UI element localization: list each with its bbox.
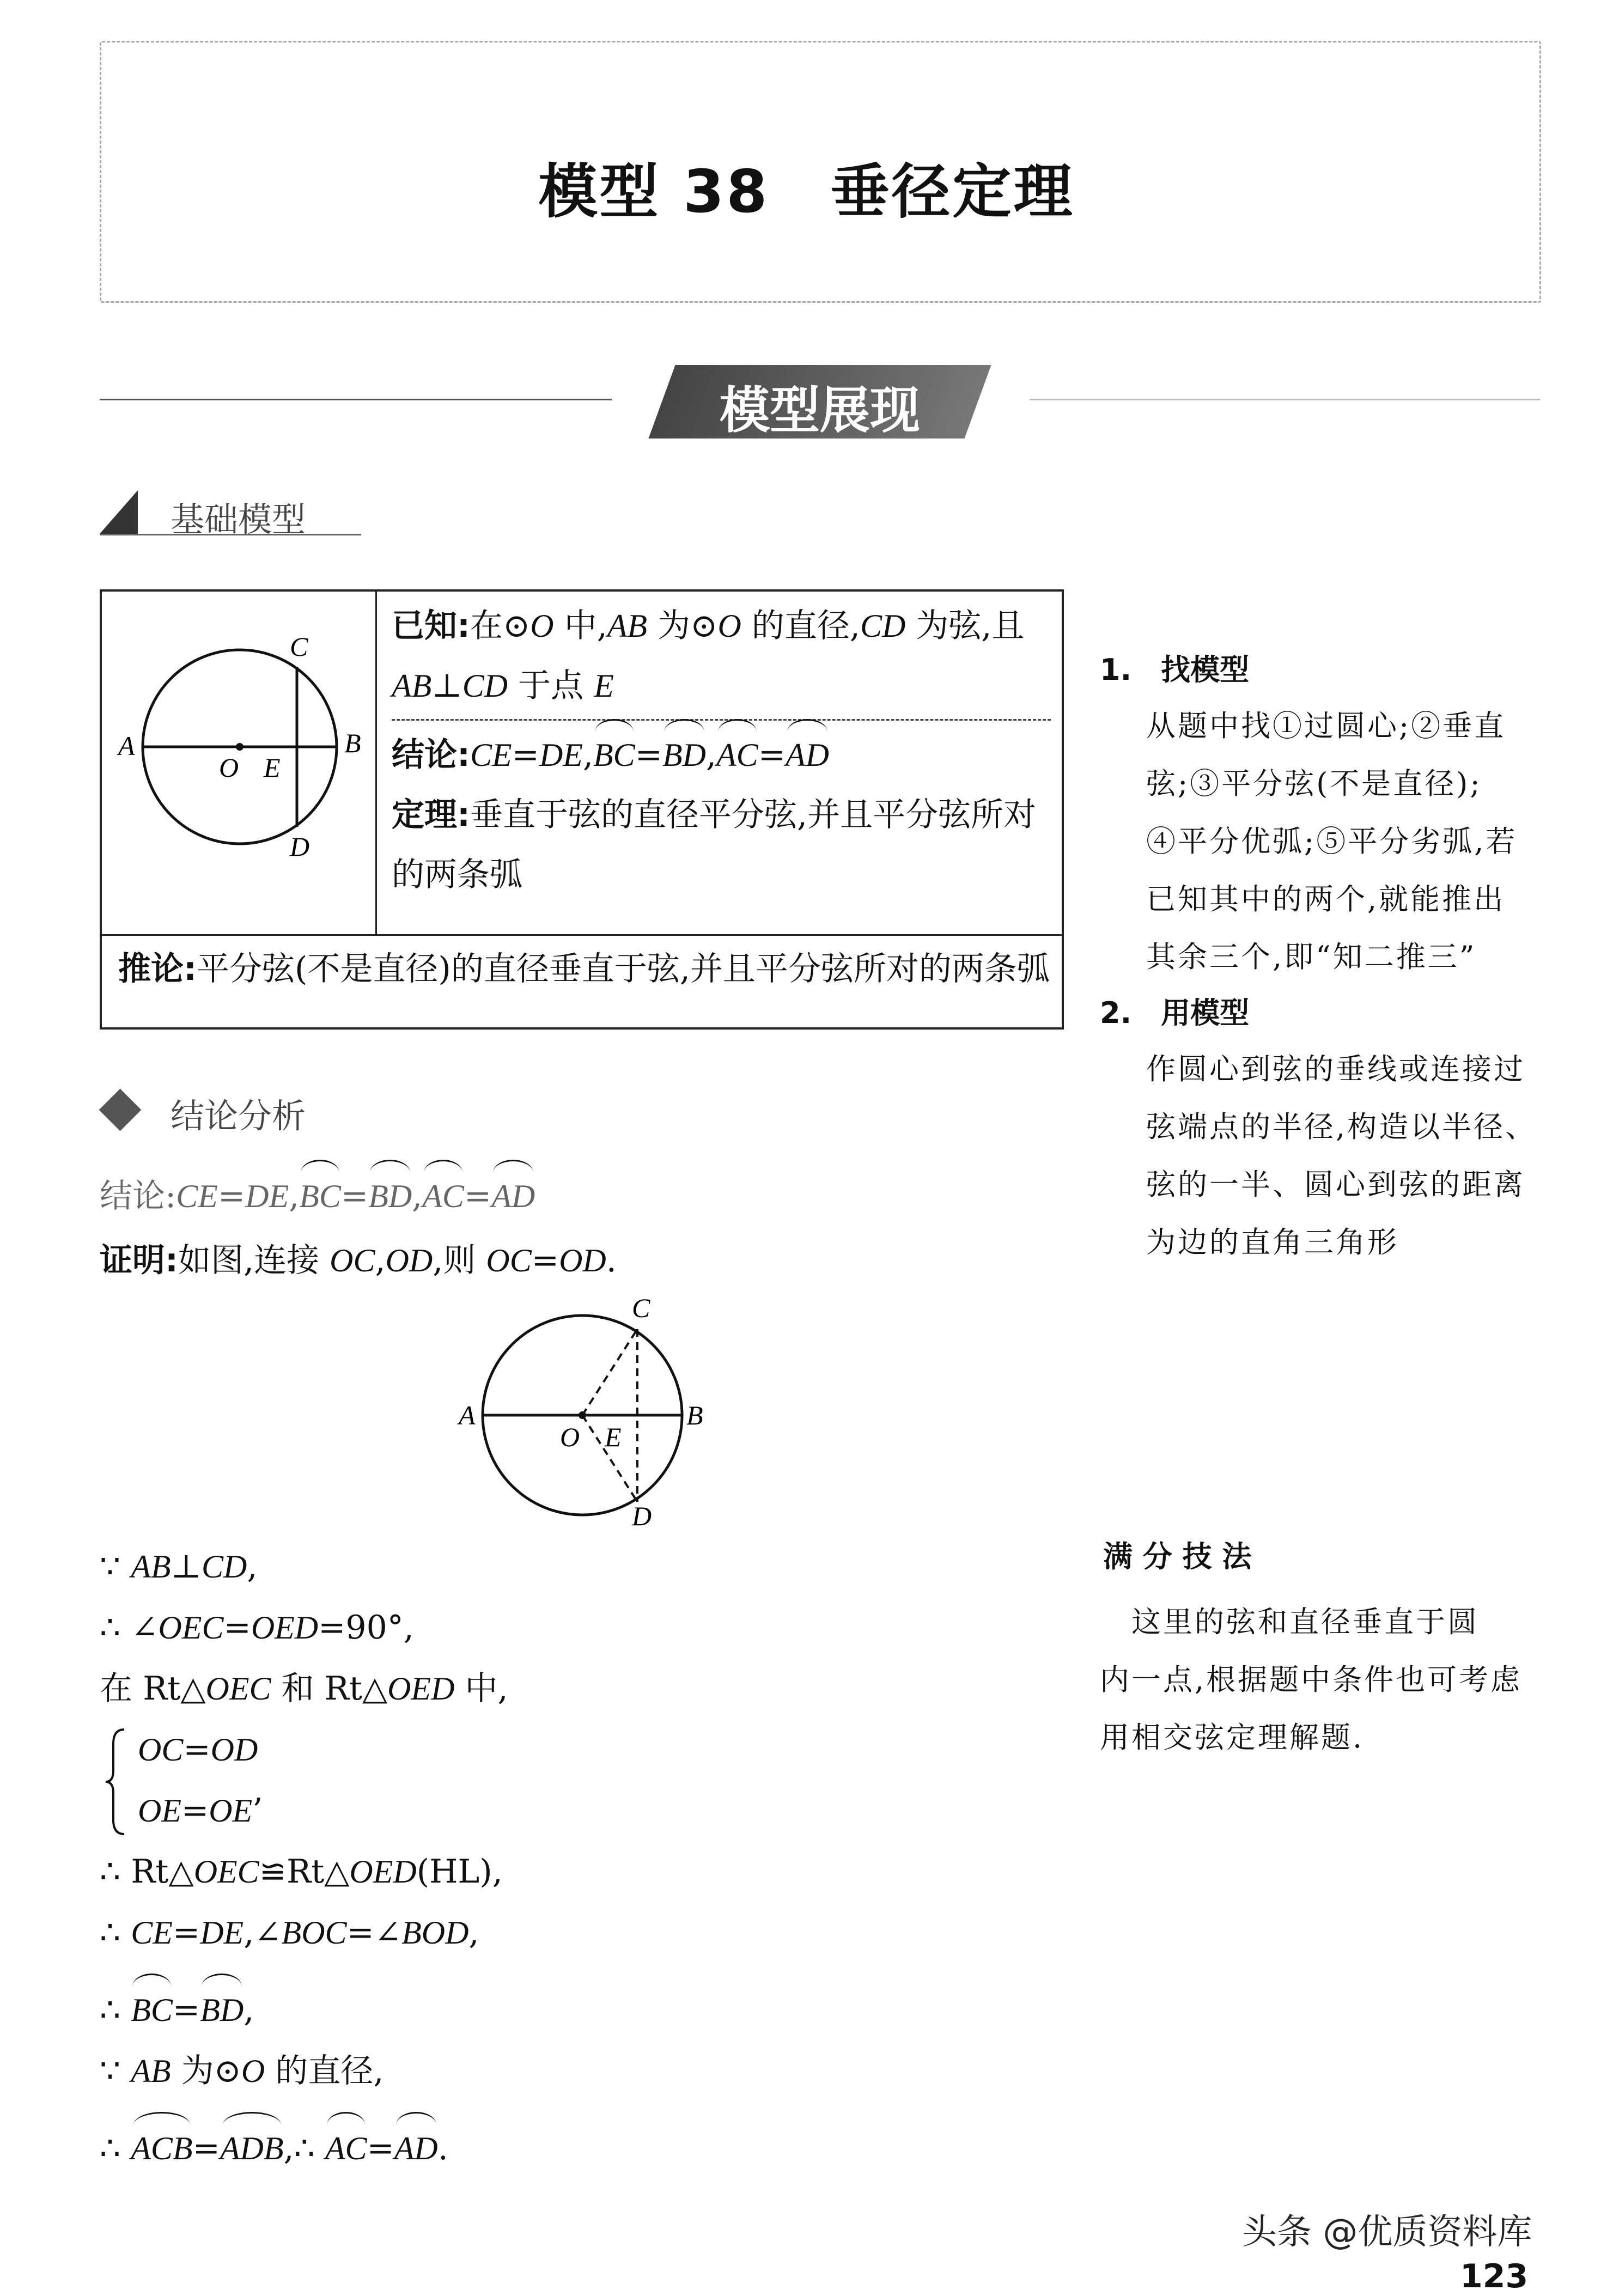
text-segment: ∴ [100, 1991, 131, 2029]
known-label: 已知: [392, 607, 470, 645]
text-segment: = [512, 736, 539, 774]
math-arc: AC [716, 725, 758, 785]
conclusion-label: 结论: [392, 736, 470, 774]
math-variable: CD [860, 608, 906, 644]
math-arc: BC [299, 1166, 341, 1227]
text-segment: = [464, 1177, 492, 1215]
item-title: 用模型 [1161, 996, 1250, 1030]
text-segment: = [172, 1914, 200, 1952]
text-line: 弦端点的半径,构造以半径、 [1146, 1110, 1537, 1144]
math-arc: ADB [220, 2118, 284, 2179]
text-segment: ’ [252, 1792, 263, 1830]
math-variable: AB [131, 2053, 171, 2089]
corollary-text [102, 936, 1062, 1027]
math-variable: OED [349, 1854, 417, 1890]
label-C: C [290, 631, 308, 662]
text-segment: 结论: [100, 1177, 176, 1215]
text-line: ④平分优弧;⑤平分劣弧,若 [1146, 824, 1518, 858]
math-arc: ACB [131, 2118, 192, 2179]
text-segment: , [244, 1991, 254, 2029]
math-arc: AC [325, 2118, 367, 2179]
text-segment: 的直径, [741, 607, 860, 645]
text-segment: = [531, 1241, 559, 1280]
text-line: 弦的一半、圆心到弦的距离 [1146, 1167, 1525, 1202]
math-arc: BD [368, 1166, 412, 1227]
math-arc: BD [200, 1980, 244, 2041]
text-segment: , [705, 736, 717, 774]
text-segment: 为弦,且 [905, 607, 1025, 645]
analysis-tag-label: 结论分析 [171, 1096, 306, 1136]
sidebar-tips [1100, 643, 1590, 1271]
proof-body [100, 1536, 1053, 2179]
analysis-tag [100, 1087, 361, 1136]
tips-text [1100, 1593, 1590, 1767]
item-title: 找模型 [1161, 653, 1250, 687]
table-text-cell [377, 592, 1062, 936]
label-B: B [344, 728, 361, 758]
proof-line [100, 2118, 1053, 2179]
text-segment: =90°, [318, 1609, 414, 1647]
text-segment: 和 Rt△ [271, 1670, 388, 1708]
section-banner-label: 模型展现 [719, 381, 920, 440]
analysis-conclusion [100, 1166, 535, 1227]
text-segment: = [758, 736, 786, 774]
text-segment: 中, [454, 1670, 508, 1708]
proof-system [100, 1719, 1053, 1841]
text-segment: ∵ [100, 1548, 131, 1586]
text-segment: , [468, 1914, 479, 1952]
tips-title: 满 分 技 法 [1103, 1539, 1252, 1574]
text-segment: ,∠ [244, 1914, 282, 1952]
diamond-icon [99, 1089, 142, 1131]
proof-line [100, 1902, 1053, 1963]
math-variable: CE [131, 1915, 173, 1951]
text-segment: . [437, 2129, 448, 2167]
math-variable: OE [138, 1793, 181, 1829]
text-segment: , [289, 1177, 300, 1215]
brace-icon [102, 1727, 130, 1836]
text-line: 弦;③平分弦(不是直径); [1146, 766, 1482, 801]
text-segment: , [247, 1548, 258, 1586]
text-segment: ⊥ [171, 1548, 202, 1586]
bold-label: 证明: [100, 1241, 178, 1280]
model-table [100, 589, 1064, 1030]
label-C: C [632, 1293, 650, 1323]
text-segment: , [582, 736, 594, 774]
text-line: 作圆心到弦的垂线或连接过 [1146, 1052, 1525, 1086]
text-segment: = [217, 1177, 246, 1215]
math-variable: BOC [281, 1915, 347, 1951]
label-O: O [219, 752, 239, 783]
sidebar-item-use-model [1100, 986, 1590, 1271]
text-line: 从题中找①过圆心;②垂直 [1146, 709, 1506, 743]
text-segment: = [192, 2129, 220, 2167]
text-line: 为边的直角三角形 [1146, 1225, 1399, 1259]
proof-intro [100, 1230, 617, 1291]
math-arc: AC [422, 1166, 464, 1227]
text-segment: ,则 [433, 1241, 486, 1280]
text-segment: 于点 [508, 667, 594, 705]
proof-line [100, 1597, 1053, 1658]
math-arc: BD [662, 725, 706, 785]
label-D: D [290, 831, 310, 862]
math-variable: O [530, 608, 554, 644]
math-variable: O [717, 608, 741, 644]
proof-line [100, 1536, 1053, 1597]
label-E: E [605, 1422, 622, 1452]
math-arc: AD [786, 725, 829, 785]
math-variable: OC [138, 1732, 184, 1768]
math-variable: CD [202, 1549, 247, 1585]
math-variable: CE [176, 1178, 218, 1214]
text-segment: = [367, 2129, 394, 2167]
math-arc: BC [593, 725, 635, 785]
text-segment: 为⊙ [171, 2052, 241, 2090]
label-D: D [632, 1501, 652, 1531]
text-segment: =∠ [346, 1914, 402, 1952]
theorem-body: 垂直于弦的直径平分弦,并且平分弦所对的两条弧 [392, 796, 1037, 894]
proof-line [138, 1719, 1053, 1780]
divider [1030, 399, 1540, 400]
table-diagram-cell [102, 592, 377, 936]
math-variable: CE [470, 737, 512, 773]
corollary-label: 推论: [118, 950, 197, 988]
text-line: 用相交弦定理解题. [1100, 1720, 1365, 1755]
math-variable: OEC [158, 1610, 224, 1646]
math-variable: CD [462, 668, 508, 704]
math-variable: OC [330, 1243, 375, 1278]
basic-model-tag-label: 基础模型 [171, 500, 306, 539]
text-segment: ⊥ [431, 667, 462, 705]
proof-line [100, 1980, 1053, 2041]
page-number: 123 [1460, 2257, 1529, 2295]
text-segment: ,∴ [283, 2129, 325, 2167]
proof-line [100, 1658, 1053, 1719]
text-segment: ∴ [100, 1914, 131, 1952]
text-segment: = [172, 1991, 200, 2029]
text-line: 内一点,根据题中条件也可考虑 [1100, 1662, 1523, 1697]
watermark: 头条 @优质资料库 [1242, 2212, 1532, 2252]
text-segment: 为⊙ [647, 607, 718, 645]
math-variable: OED [251, 1610, 319, 1646]
conclusion-text [392, 725, 1051, 785]
text-segment: ≌Rt△ [259, 1853, 350, 1891]
page-title: 模型 38 垂径定理 [538, 158, 1075, 226]
math-arc: AD [394, 2118, 438, 2179]
math-variable: OEC [205, 1671, 271, 1707]
label-E: E [264, 752, 281, 783]
math-arc: AD [491, 1166, 535, 1227]
text-segment: = [635, 736, 662, 774]
math-variable: AB [607, 608, 648, 644]
item-number: 2. [1100, 996, 1132, 1030]
math-variable: DE [200, 1915, 244, 1951]
text-segment: = [223, 1609, 251, 1647]
math-variable: DE [539, 737, 583, 773]
text-segment: 如图,连接 [178, 1241, 330, 1280]
label-B: B [686, 1400, 703, 1430]
text-segment: ∴ [100, 2129, 131, 2167]
math-variable: OD [385, 1243, 433, 1278]
basic-model-tag [100, 490, 361, 539]
text-segment: ∴ Rt△ [100, 1853, 194, 1891]
math-variable: OED [387, 1671, 455, 1707]
text-segment: = [340, 1177, 369, 1215]
label-A: A [459, 1400, 476, 1430]
known-text [392, 596, 1051, 721]
text-segment: . [606, 1241, 617, 1280]
math-variable: AB [392, 668, 432, 704]
math-variable: O [241, 2053, 265, 2089]
text-segment: (HL), [416, 1853, 503, 1891]
math-variable: OEC [193, 1854, 259, 1890]
text-segment: , [412, 1177, 423, 1215]
proof-diagram [447, 1291, 730, 1531]
theorem-text [392, 785, 1051, 905]
text-segment: 在 Rt△ [100, 1670, 206, 1708]
text-segment: 中, [553, 607, 607, 645]
text-segment: 在⊙ [470, 607, 531, 645]
math-variable: BOD [401, 1915, 469, 1951]
math-variable: AB [131, 1549, 171, 1585]
math-variable: OE [209, 1793, 253, 1829]
sidebar-item-find-model [1100, 643, 1590, 986]
text-segment: , [375, 1241, 386, 1280]
label-O: O [560, 1422, 580, 1452]
divider [100, 399, 612, 400]
math-variable: OC [486, 1243, 532, 1278]
text-segment: = [183, 1731, 211, 1769]
math-variable: OD [210, 1732, 258, 1768]
theorem-label: 定理: [392, 796, 470, 834]
item-number: 1. [1100, 653, 1132, 687]
label-A: A [118, 730, 135, 761]
proof-line [100, 1841, 1053, 1902]
corollary-body: 平分弦(不是直径)的直径垂直于弦,并且平分弦所对的两条弧 [197, 950, 1050, 988]
text-segment: ∵ [100, 2052, 131, 2090]
math-arc: BC [131, 1980, 173, 2041]
text-line: 已知其中的两个,就能推出 [1146, 882, 1506, 916]
proof-line [100, 2041, 1053, 2102]
text-segment: ∴ ∠ [100, 1609, 159, 1647]
text-line: 这里的弦和直径垂直于圆 [1100, 1605, 1479, 1639]
text-segment: = [181, 1792, 209, 1830]
proof-line [138, 1780, 1053, 1841]
text-segment: 的直径, [265, 2052, 384, 2090]
text-line: 其余三个,即“知二推三” [1146, 940, 1477, 974]
basic-model-diagram [102, 592, 377, 902]
math-variable: DE [245, 1178, 289, 1214]
math-variable: OD [559, 1243, 606, 1278]
triangle-icon [100, 490, 138, 534]
math-variable: E [594, 668, 614, 704]
